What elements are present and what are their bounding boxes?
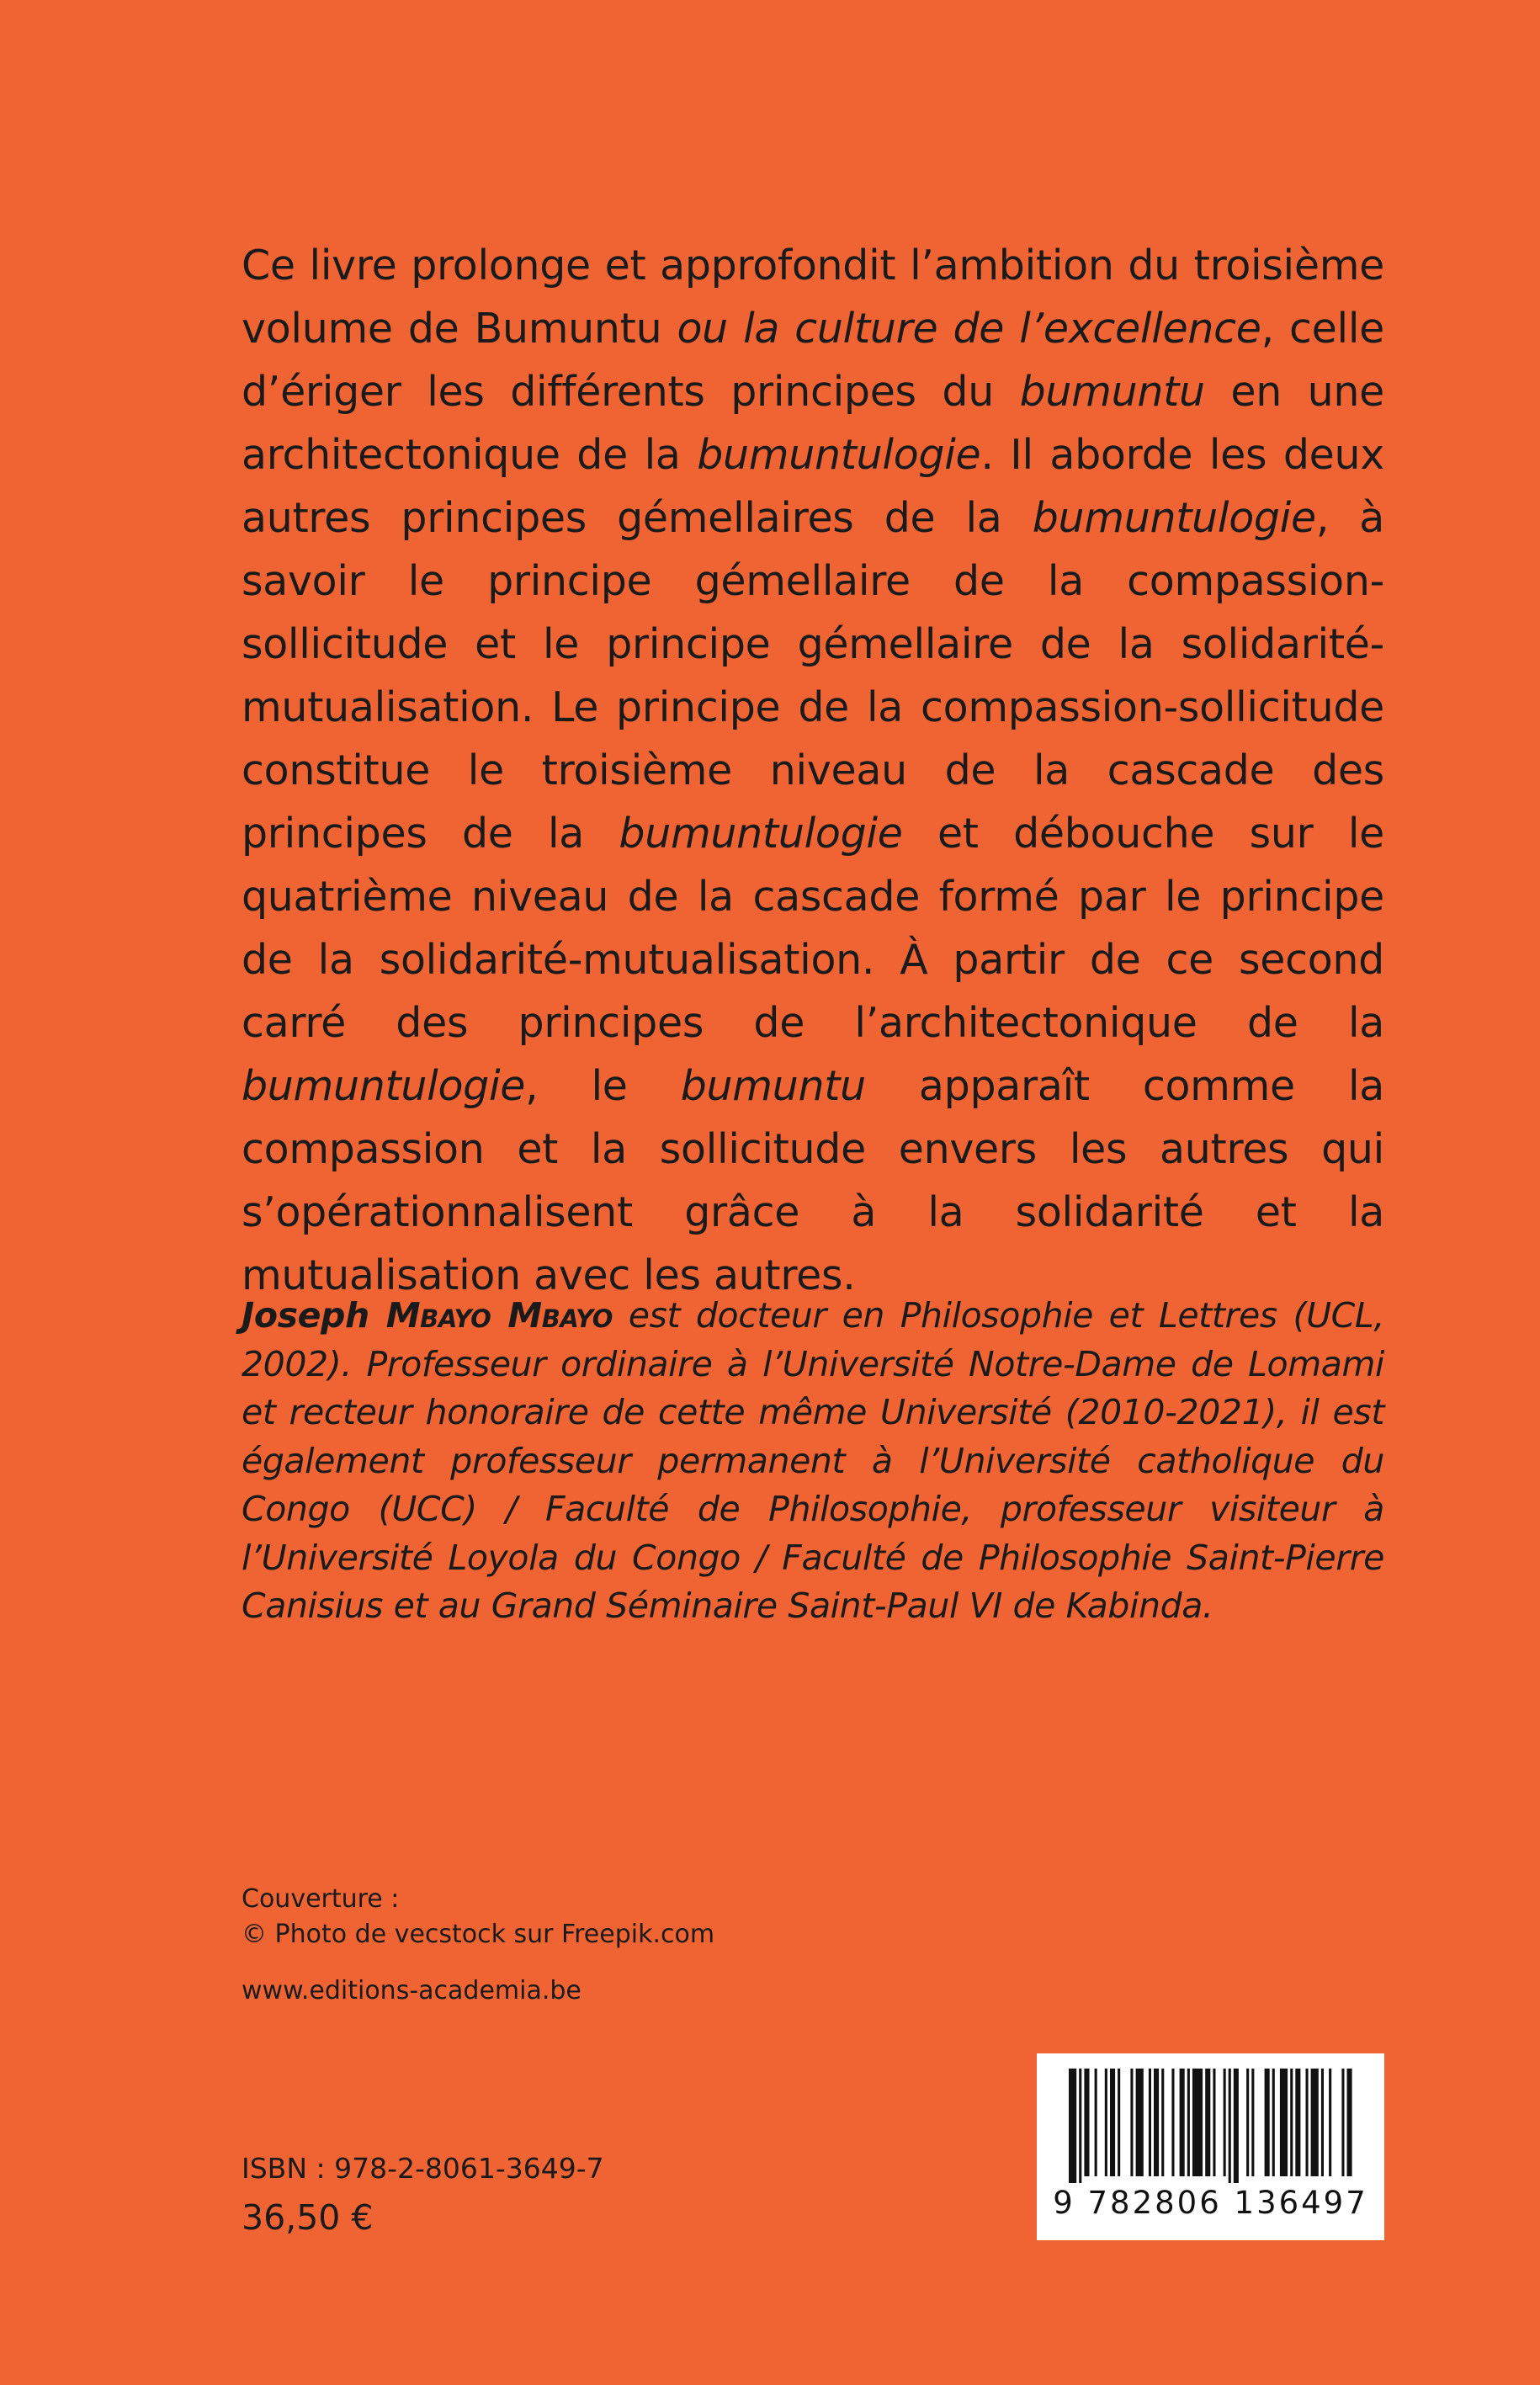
barcode-bar	[1347, 2069, 1352, 2176]
barcode-bar	[1234, 2069, 1239, 2183]
blurb-italic: ou la culture de l’excellence	[677, 305, 1261, 353]
barcode-bar	[1265, 2069, 1270, 2176]
barcode-bar	[1171, 2069, 1174, 2176]
blurb-italic: bumuntulogie	[1032, 494, 1316, 542]
barcode-bar	[1295, 2069, 1300, 2176]
barcode-bar	[1110, 2069, 1115, 2176]
blurb-text: , à savoir le principe gémellaire de la compassion-sollicitude et le principe gémellaire de la solidarité-mutualisation. Le principe de la compassion-sollicitude constitue le troisième niveau de la cascade des principes de la	[242, 494, 1384, 858]
blurb-text: en une architectonique de la	[242, 368, 1384, 479]
barcode	[1037, 2053, 1384, 2240]
blurb-italic: bumuntu	[680, 1062, 866, 1110]
price: 36,50 €	[242, 2197, 374, 2238]
blurb-text: , le	[525, 1062, 681, 1110]
blurb-text: et débouche sur le quatrième niveau de la cascade formé par le principe de la solidarité-mutualisation. À partir de ce second carré des principes de l’architectonique de la	[242, 810, 1385, 1047]
blurb-italic: bumuntulogie	[619, 810, 903, 858]
barcode-bar	[1306, 2069, 1309, 2176]
barcode-bar	[1136, 2069, 1144, 2176]
barcode-bar	[1130, 2069, 1133, 2176]
barcode-bar	[1095, 2069, 1097, 2176]
barcode-bar	[1205, 2069, 1210, 2176]
credits-label: Couverture :	[242, 1884, 400, 1914]
barcode-bar	[1105, 2069, 1107, 2176]
author-name: Joseph Mbayo Mbayo	[242, 1295, 613, 1336]
barcode-bar	[1329, 2069, 1331, 2176]
barcode-bar	[1180, 2069, 1185, 2176]
barcode-digits: 9 782806 136497	[1053, 2185, 1368, 2221]
blurb-text: Ce livre prolonge et approfondit l’ambition du troisième volume de Bumuntu	[242, 242, 1384, 353]
blurb-text: . Il aborde les deux autres principes gémellaires de la	[242, 431, 1384, 542]
barcode-bar	[1311, 2069, 1319, 2176]
barcode-bar	[1118, 2069, 1120, 2176]
author-bio	[242, 1292, 1384, 1631]
barcode-bar	[1224, 2069, 1226, 2176]
barcode-bar	[1280, 2069, 1288, 2176]
barcode-bar	[1321, 2069, 1324, 2176]
barcode-bar	[1192, 2069, 1203, 2176]
barcode-bar	[1161, 2069, 1164, 2176]
blurb-paragraph	[242, 234, 1384, 1307]
barcode-bar	[1341, 2069, 1344, 2176]
credits-photo: © Photo de vecstock sur Freepik.com	[242, 1920, 715, 1949]
barcode-bar	[1149, 2069, 1151, 2176]
barcode-bar	[1154, 2069, 1159, 2176]
barcode-bar	[1084, 2069, 1089, 2176]
barcode-bar	[1213, 2069, 1215, 2176]
barcode-bar	[1069, 2069, 1076, 2183]
author-bio-text: est docteur en Philosophie et Lettres (UCL, 2002). Professeur ordinaire à l’Université Notre-Dame de Lomami et recteur honoraire de cette même Université (2010-2021), il est également professeur permanent à l’Université catholique du Congo (UCC) / Faculté de Philosophie, professeur visiteur à l’Université Loyola du Congo / Faculté de Philosophie Saint-Pierre Canisius et au Grand Séminaire Saint-Paul VI de Kabinda.	[242, 1295, 1384, 1626]
barcode-bar	[1251, 2069, 1254, 2176]
isbn: ISBN : 978-2-8061-3649-7	[242, 2152, 604, 2185]
blurb-italic: bumuntu	[1019, 368, 1205, 416]
barcode-bar	[1079, 2069, 1081, 2183]
publisher-website[interactable]: www.editions-academia.be	[242, 1976, 581, 2005]
barcode-bar	[1229, 2069, 1231, 2183]
barcode-bar	[1290, 2069, 1293, 2176]
blurb-italic: bumuntulogie	[242, 1062, 526, 1110]
barcode-bar	[1272, 2069, 1275, 2176]
blurb-text: , celle d’ériger les différents principes du	[242, 305, 1385, 416]
barcode-bar	[1246, 2069, 1249, 2176]
barcode-bar	[1187, 2069, 1190, 2176]
blurb-italic: bumuntulogie	[697, 431, 981, 479]
barcode-bars	[1069, 2069, 1352, 2183]
cover-credits	[242, 1882, 714, 1952]
blurb-text: apparaît comme la compassion et la sollicitude envers les autres qui s’opérationnalisent grâce à la solidarité et la mutualisation avec les autres.	[242, 1062, 1384, 1299]
